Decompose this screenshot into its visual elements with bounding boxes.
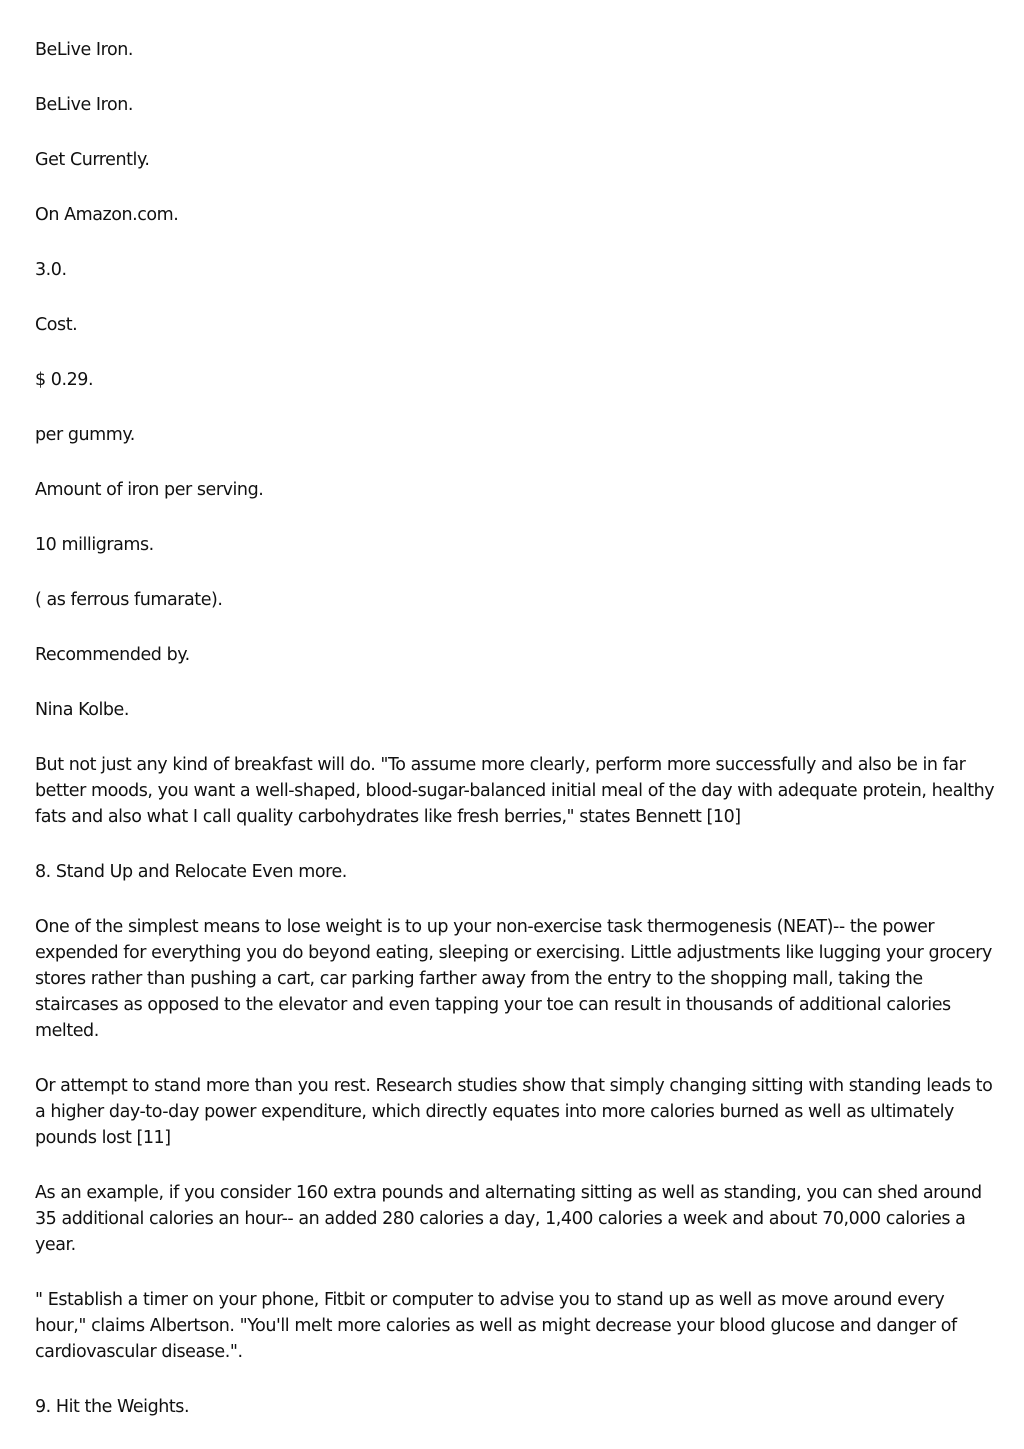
paragraph-stand-more: Or attempt to stand more than you rest. Research studies show that simply changing sitting with standing leads to a higher day-to-day power expenditure, which directly equates into more calories burned as well as ultimately pounds lost [11] [35, 1076, 993, 1148]
document-body [35, 37, 995, 1449]
section-heading-stand-up: 8. Stand Up and Relocate Even more. [35, 862, 347, 882]
paragraph-timer-quote: " Establish a timer on your phone, Fitbit or computer to advise you to stand up as well as move around every hour," claims Albertson. "You'll melt more calories as well as might decrease your blood glucose and danger of cardiovascular disease.". [35, 1290, 957, 1362]
paragraph-iron-amount: 10 milligrams. [35, 535, 154, 555]
paragraph-cost-unit: per gummy. [35, 425, 135, 445]
paragraph-retailer: On Amazon.com. [35, 205, 179, 225]
paragraph-recommended-label: Recommended by. [35, 645, 190, 665]
paragraph-iron-label: Amount of iron per serving. [35, 480, 264, 500]
paragraph-cost-value: $ 0.29. [35, 370, 94, 390]
paragraph-product-name-repeat: BeLive Iron. [35, 95, 134, 115]
paragraph-rating: 3.0. [35, 260, 67, 280]
paragraph-recommender: Nina Kolbe. [35, 700, 129, 720]
paragraph-neat: One of the simplest means to lose weight is to up your non-exercise task thermogenesis (NEAT)-- the power expended for everything you do beyond eating, sleeping or exercising. Little adjustments like lugging your grocery stores rather than pushing a cart, car parking farther away from the entry to the shopping mall, taking the staircases as opposed to the elevator and even tapping your toe can result in thousands of additional calories melted. [35, 917, 992, 1041]
paragraph-get-currently: Get Currently. [35, 150, 150, 170]
paragraph-cost-label: Cost. [35, 315, 78, 335]
paragraph-iron-form: ( as ferrous fumarate). [35, 590, 223, 610]
section-heading-weights: 9. Hit the Weights. [35, 1397, 190, 1417]
paragraph-breakfast: But not just any kind of breakfast will do. "To assume more clearly, perform more successfully and also be in far better moods, you want a well-shaped, blood-sugar-balanced initial meal of the day with adequate protein, healthy fats and also what I call quality carbohydrates like fresh berries," states Bennett [10] [35, 755, 995, 827]
paragraph-example: As an example, if you consider 160 extra pounds and alternating sitting as well as standing, you can shed around 35 additional calories an hour-- an added 280 calories a day, 1,400 calories a week and about 70,000 calories a year. [35, 1183, 982, 1255]
paragraph-product-name: BeLive Iron. [35, 40, 134, 60]
